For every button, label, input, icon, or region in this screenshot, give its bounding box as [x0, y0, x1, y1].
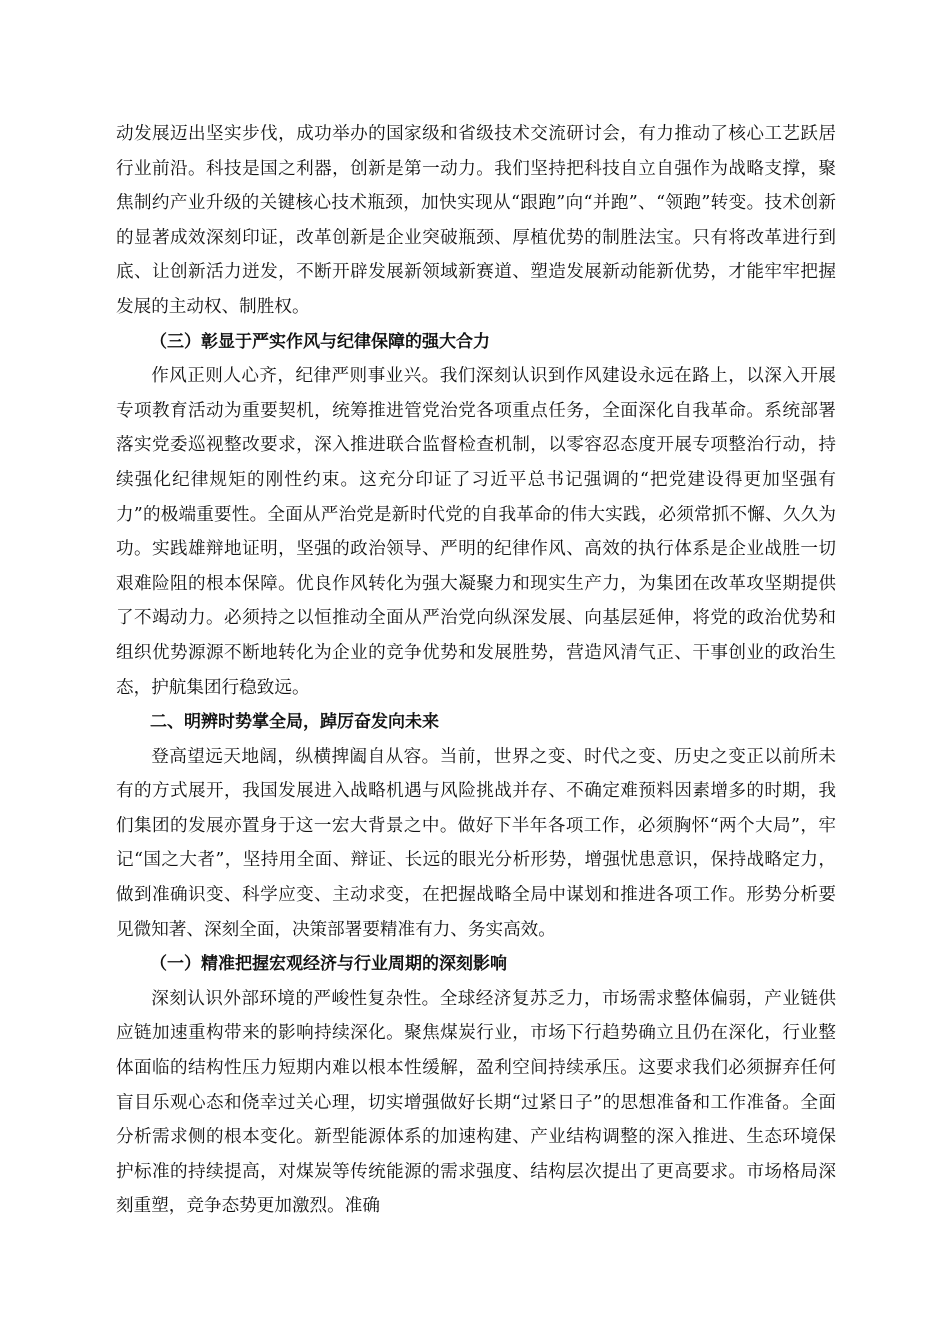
body-paragraph: 深刻认识外部环境的严峻性复杂性。全球经济复苏乏力，市场需求整体偏弱，产业链供应链加速重构带来的影响持续深化。聚焦煤炭行业，市场下行趋势确立且仍在深化，行业整体面临的结构性压力短期内难以根本性缓解，盈利空间持续承压。这要求我们必须摒弃任何盲目乐观心态和侥幸过关心理，切实增强做好长期“过紧日子”的思想准备和工作准备。全面分析需求侧的根本变化。新型能源体系的加速构建、产业结构调整的深入推进、生态环境保护标准的持续提高，对煤炭等传统能源的需求强度、结构层次提出了更高要求。市场格局深刻重塑，竞争态势更加激烈。准确 — [116, 988, 836, 1217]
body-paragraph: 动发展迈出坚实步伐，成功举办的国家级和省级技术交流研讨会，有力推动了核心工艺跃居行业前沿。科技是国之利器，创新是第一动力。我们坚持把科技自立自强作为战略支撑，聚焦制约产业升级的关键核心技术瓶颈，加快实现从“跟跑”向“并跑”、“领跑”转变。技术创新的显著成效深刻印证，改革创新是企业突破瓶颈、厚植优势的制胜法宝。只有将改革进行到底、让创新活力迸发，不断开辟发展新领域新赛道、塑造发展新动能新优势，才能牢牢把握发展的主动权、制胜权。 — [116, 124, 836, 317]
body-paragraph: 作风正则人心齐，纪律严则事业兴。我们深刻认识到作风建设永远在路上，以深入开展专项教育活动为重要契机，统筹推进管党治党各项重点任务，全面深化自我革命。系统部署落实党委巡视整改要求，深入推进联合监督检查机制，以零容忍态度开展专项整治行动，持续强化纪律规矩的刚性约束。这充分印证了习近平总书记强调的“把党建设得更加坚强有力”的极端重要性。全面从严治党是新时代党的自我革命的伟大实践，必须常抓不懈、久久为功。实践雄辩地证明，坚强的政治领导、严明的纪律作风、高效的执行体系是企业战胜一切艰难险阻的根本保障。优良作风转化为强大凝聚力和现实生产力，为集团在改革攻坚期提供了不竭动力。必须持之以恒推动全面从严治党向纵深发展、向基层延伸，将党的政治优势和组织优势源源不断地转化为企业的竞争优势和发展胜势，营造风清气正、干事创业的政治生态，护航集团行稳致远。 — [116, 366, 836, 698]
document-body — [116, 117, 836, 1224]
section-heading: （一）精准把握宏观经济与行业周期的深刻影响 — [150, 954, 507, 975]
section-heading: （三）彰显于严实作风与纪律保障的强大合力 — [150, 331, 490, 352]
chapter-heading: 二、明辨时势掌全局，踔厉奋发向未来 — [150, 712, 439, 733]
body-paragraph: 登高望远天地阔，纵横捭阖自从容。当前，世界之变、时代之变、历史之变正以前所未有的方式展开，我国发展进入战略机遇与风险挑战并存、不确定难预料因素增多的时期，我们集团的发展亦置身于这一宏大背景之中。做好下半年各项工作，必须胸怀“两个大局”，牢记“国之大者”，坚持用全面、辩证、长远的眼光分析形势，增强忧患意识，保持战略定力，做到准确识变、科学应变、主动求变，在把握战略全局中谋划和推进各项工作。形势分析要见微知著、深刻全面，决策部署要精准有力、务实高效。 — [116, 746, 836, 940]
